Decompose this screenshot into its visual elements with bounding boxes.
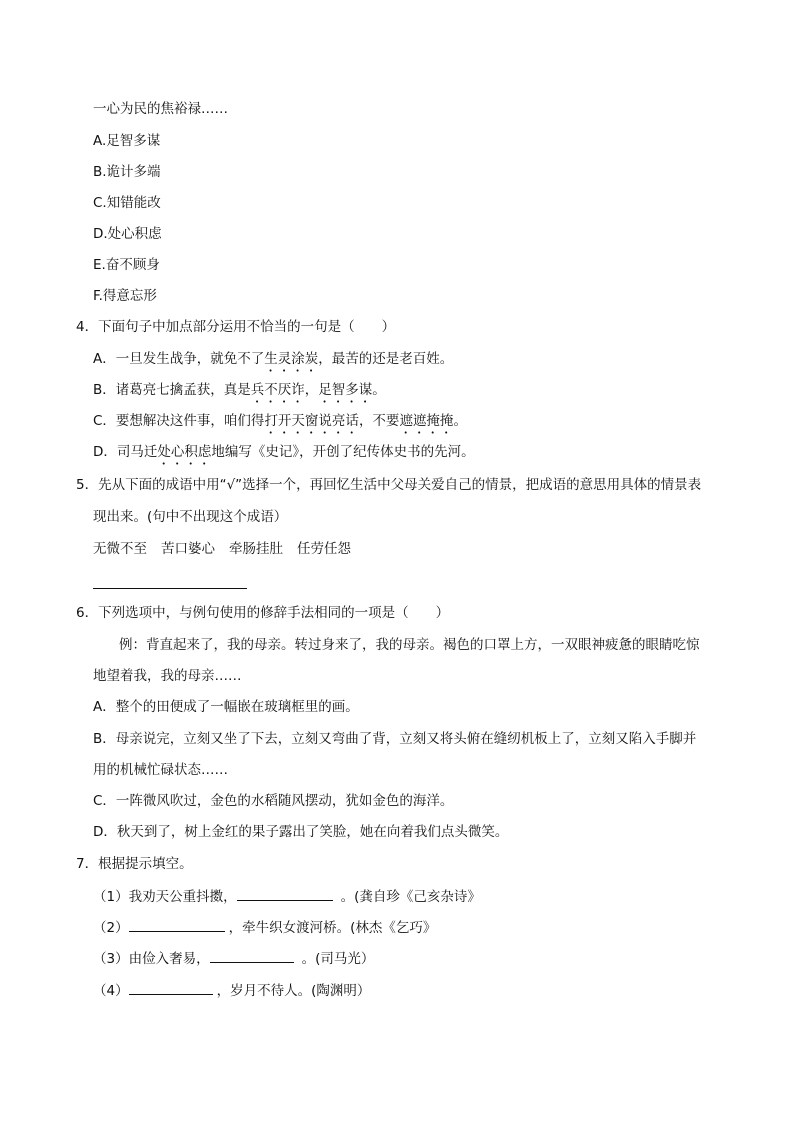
q4-d-pre: D．司马迁 [93,444,158,460]
q4-option-d [93,443,475,468]
q4-b-idiom2: 足智多谋 [318,382,373,398]
q7-4-pre: （4） [93,983,129,999]
q4-b-pre: B．诸葛亮七擒孟获，真是 [93,382,251,398]
q4-c-post: 。 [453,413,467,429]
q7-item-3 [93,948,374,968]
q7-stem: 7．根据提示填空。 [76,856,193,872]
q4-c-idiom1: 打开天窗说亮话 [264,413,359,429]
q3-continuation-line: 一心为民的焦裕禄…… [93,101,228,117]
q4-option-b [93,381,386,406]
q4-c-idiom2: 遮遮掩掩 [399,413,454,429]
q3-option-c: C.知错能改 [93,195,161,211]
q5-idiom-1: 无微不至 [93,541,147,557]
q5-stem-line2: 现出来。(句中不出现这个成语） [93,509,288,525]
q4-b-mid: ， [304,382,319,398]
q6-option-b-line1: B．母亲说完，立刻又坐了下去，立刻又弯曲了背，立刻又将头俯在缝纫机板上了，立刻又陷入手脚并 [93,731,697,747]
q4-option-c [93,412,467,437]
q7-4-blank[interactable] [129,980,213,995]
q6-example-line2: 地望着我，我的母亲…… [93,668,242,684]
q3-option-d: D.处心积虑 [93,226,162,242]
q5-idiom-2: 苦口婆心 [161,541,215,557]
q6-option-a: A．整个的田便成了一幅嵌在玻璃框里的画。 [93,699,359,715]
q3-option-a: A.足智多谋 [93,133,161,149]
q6-option-d: D．秋天到了，树上金红的果子露出了笑脸，她在向着我们点头微笑。 [93,824,509,840]
q4-b-post: 。 [372,382,386,398]
q4-stem: 4．下面句子中加点部分运用不恰当的一句是（ ） [76,319,396,335]
q3-option-e: E.奋不顾身 [93,257,160,273]
q4-a-pre: A．一旦发生战争，就免不了 [93,351,265,367]
q6-example-line1: 例：背直起来了，我的母亲。转过身来了，我的母亲。褐色的口罩上方，一双眼神疲惫的眼睛吃惊 [119,637,700,653]
q4-a-post: ，最苦的还是老百姓。 [318,351,454,367]
q7-1-blank[interactable] [237,886,333,901]
q7-4-post: ，岁月不待人。(陶渊明） [216,983,371,999]
q3-option-b: B.诡计多端 [93,164,161,180]
q7-item-2 [93,917,436,937]
q4-c-pre: C．要想解决这件事，咱们得 [93,413,265,429]
q4-d-post: 地编写《史记》，开创了纪传体史书的先河。 [211,444,475,460]
q6-stem: 6．下列选项中，与例句使用的修辞手法相同的一项是（ ） [76,605,450,621]
q7-1-pre: （1）我劝天公重抖擞， [93,889,237,905]
q4-c-mid: ，不要 [358,413,400,429]
q6-option-c: C．一阵微风吹过，金色的水稻随风摆动，犹如金色的海洋。 [93,793,454,809]
q3-option-f: F.得意忘形 [93,288,157,304]
q4-option-a [93,350,453,375]
q5-idiom-4: 任劳任怨 [297,541,351,557]
q6-option-b-line2: 用的机械忙碌状态…… [93,762,228,778]
q5-idiom-list [93,540,351,558]
q7-2-pre: （2） [93,920,129,936]
q7-item-1 [93,886,481,906]
q7-item-4 [93,980,370,1000]
q5-idiom-3: 牵肠挂肚 [229,541,283,557]
q5-stem-line1: 5．先从下面的成语中用“√”选择一个，再回忆生活中父母关爱自己的情景，把成语的意思用具体的情景表 [76,477,702,493]
q5-answer-line[interactable] [93,588,247,589]
q4-b-idiom1: 兵不厌诈 [250,382,305,398]
q4-a-idiom: 生灵涂炭 [264,351,319,367]
q4-d-idiom: 处心积虑 [157,444,212,460]
q7-1-post: 。(龚自珍《己亥杂诗》 [340,889,481,905]
q7-2-post: ，牵牛织女渡河桥。(林杰《乞巧》 [228,920,437,936]
q7-3-pre: （3）由俭入奢易， [93,951,210,967]
q7-2-blank[interactable] [129,917,225,932]
q7-3-post: 。(司马光） [301,951,375,967]
q7-3-blank[interactable] [210,948,294,963]
